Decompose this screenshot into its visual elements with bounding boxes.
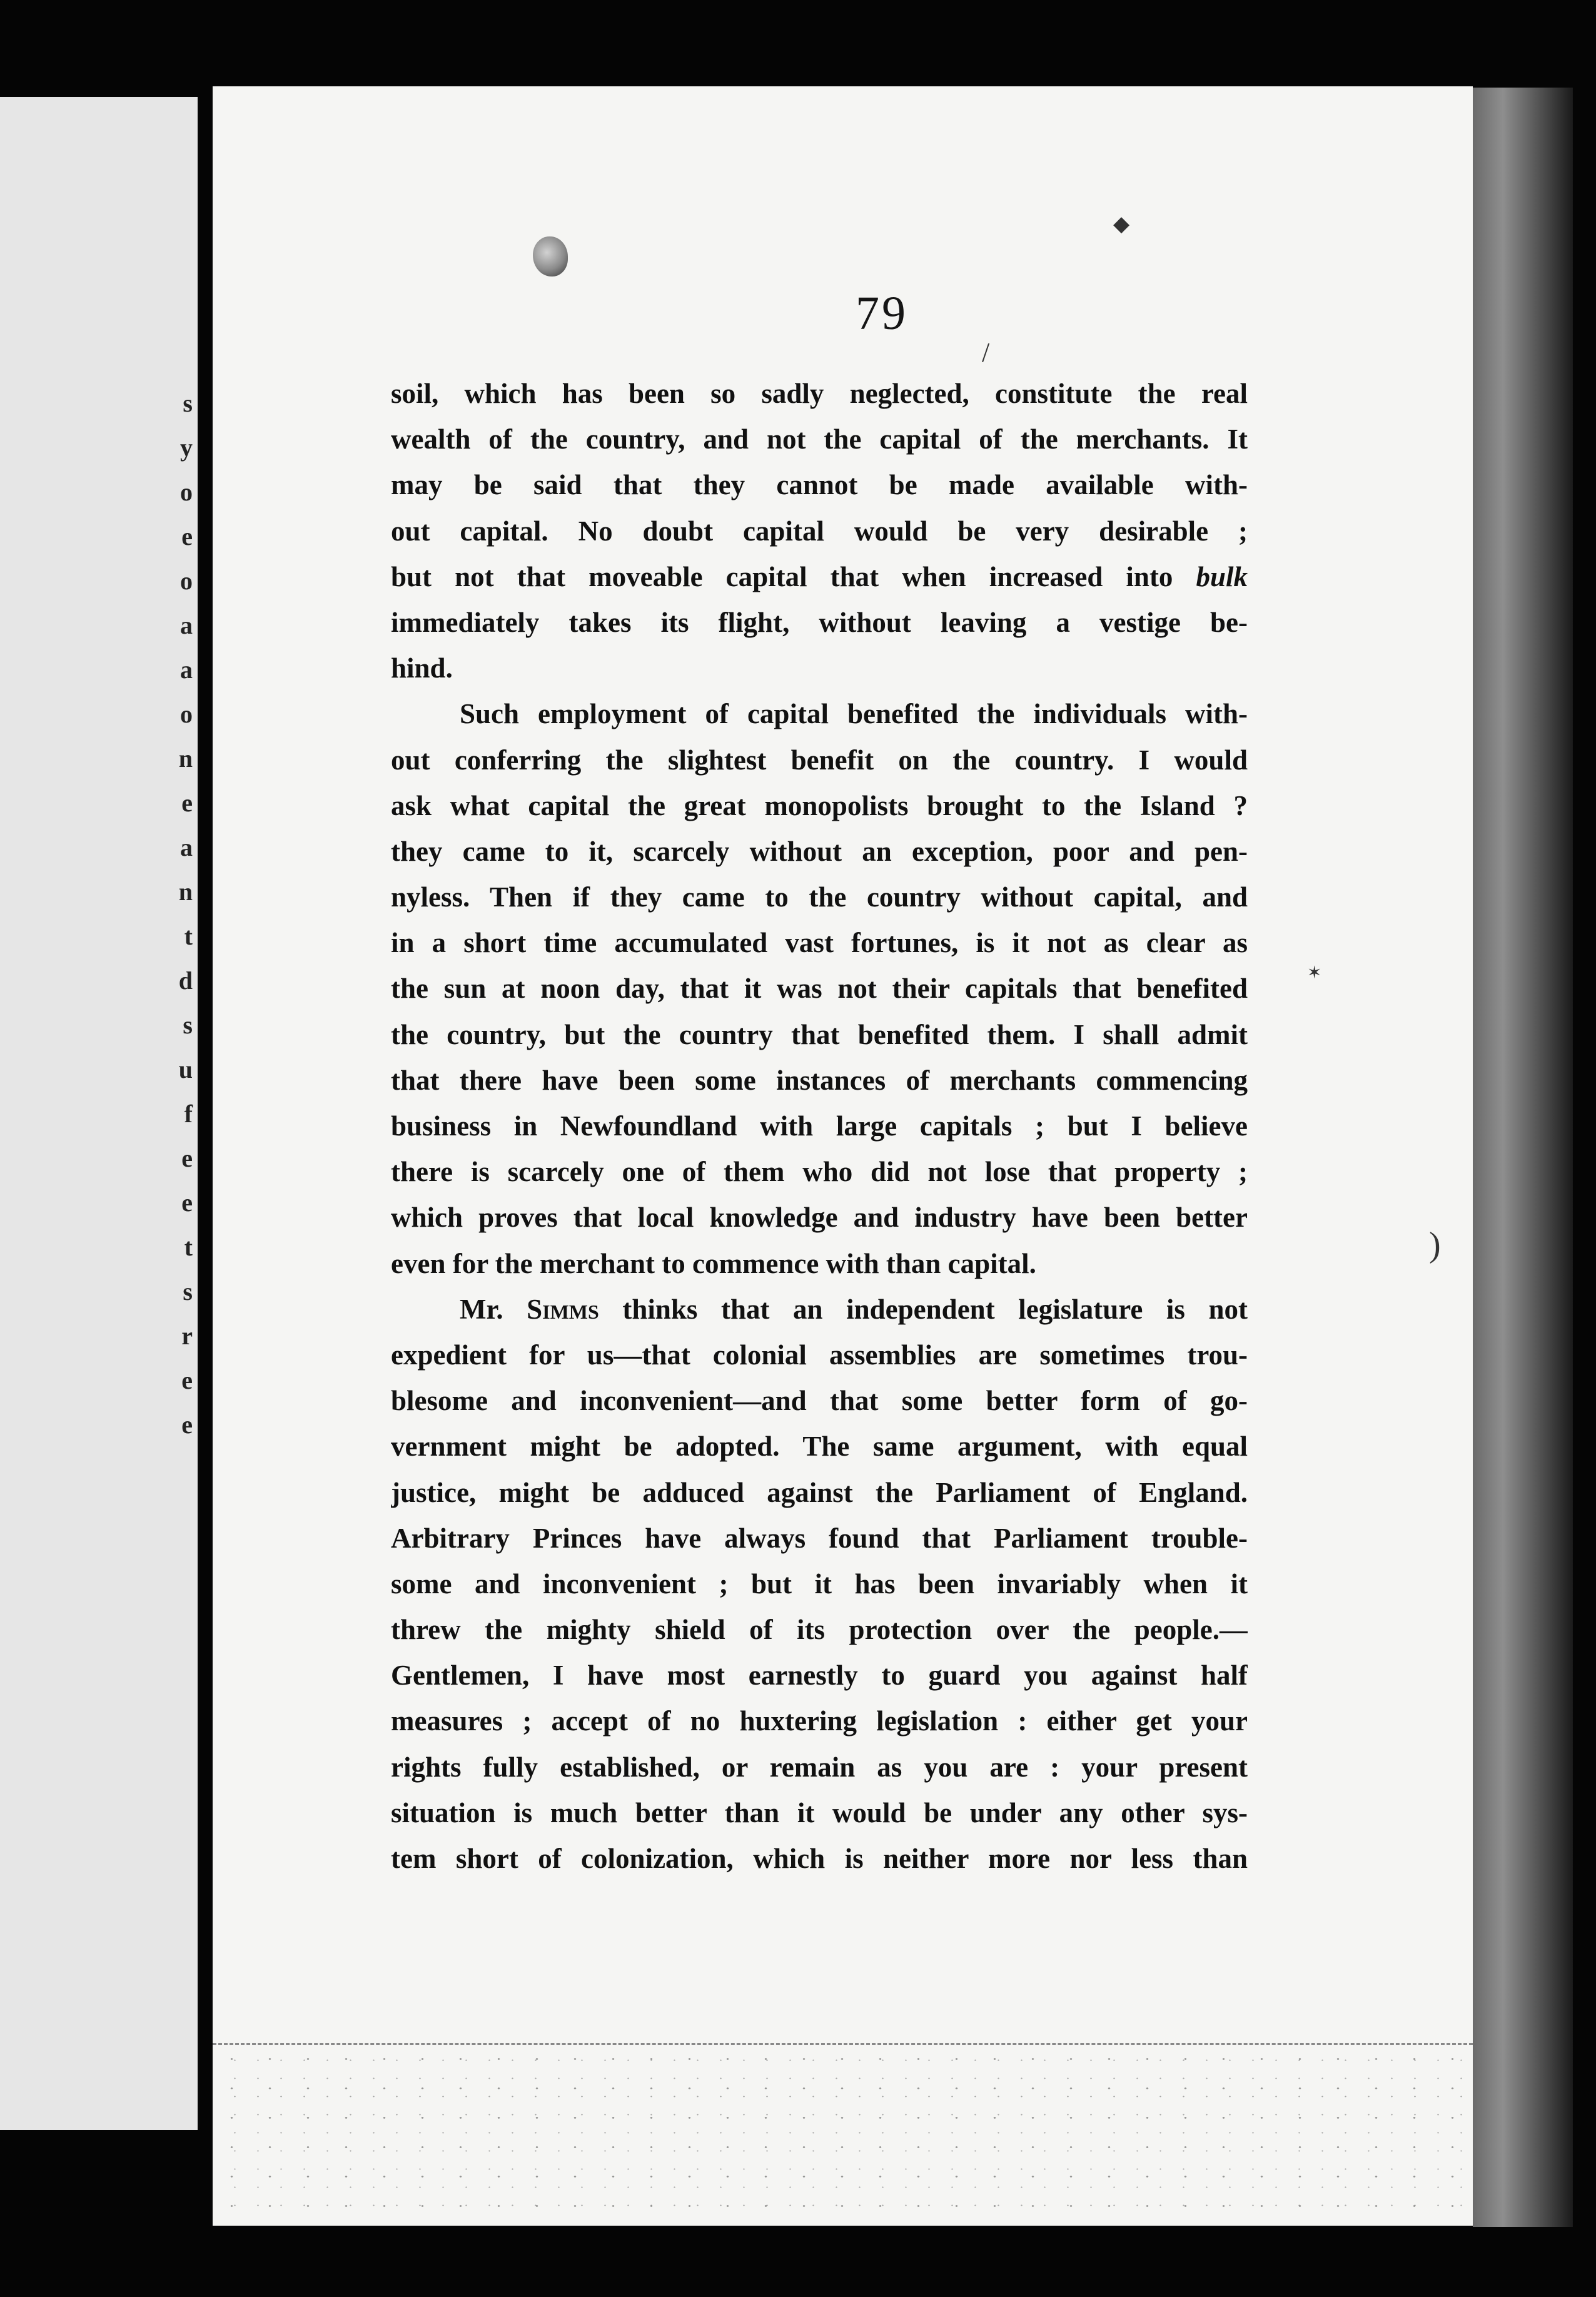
text-line: which proves that local knowledge and industry have been better <box>391 1202 1248 1234</box>
facing-page-letter: a <box>180 656 193 684</box>
scan-noise <box>213 2044 1473 2219</box>
text-line: rights fully established, or remain as you are : your present <box>391 1751 1248 1783</box>
facing-page-letter: n <box>178 744 193 773</box>
text-segment: thinks that an independent legislature is not <box>598 1293 1248 1325</box>
facing-page-letter: e <box>181 1144 193 1172</box>
text-line: tem short of colonization, which is neither more nor less than <box>391 1843 1248 1874</box>
facing-page-letter: u <box>178 1055 193 1083</box>
facing-page-letter: a <box>180 833 193 861</box>
facing-page-letter: d <box>178 966 193 995</box>
text-line: vernment might be adopted. The same argument, with equal <box>391 1431 1248 1463</box>
text-line: measures ; accept of no huxtering legislation : either get your <box>391 1705 1248 1737</box>
text-segment: but not that moveable capital that when increased into <box>391 560 1196 592</box>
text-line <box>391 554 1248 600</box>
text-line: Such employment of capital benefited the individuals with- <box>460 698 1248 730</box>
facing-page-edge <box>0 97 198 2130</box>
text-line: even for the merchant to commence with than capital. <box>391 1247 1036 1279</box>
text-line: business in Newfoundland with large capitals ; but I believe <box>391 1110 1248 1142</box>
text-line: some and inconvenient ; but it has been invariably when it <box>391 1568 1248 1600</box>
text-line: there is scarcely one of them who did not lose that property ; <box>391 1156 1248 1188</box>
facing-page-letter: e <box>181 522 193 550</box>
text-line: may be said that they cannot be made available with- <box>391 469 1248 501</box>
text-line: hind. <box>391 652 453 684</box>
facing-page-letter: f <box>184 1100 193 1128</box>
text-line: in a short time accumulated vast fortunes, is it not as clear as <box>391 927 1248 959</box>
stray-mark: ✶ <box>1307 963 1322 983</box>
text-line: threw the mighty shield of its protection over the people.— <box>391 1614 1248 1646</box>
text-line: the sun at noon day, that it was not their capitals that benefited <box>391 973 1248 1005</box>
facing-page-letter: o <box>180 567 193 595</box>
facing-page-letter: s <box>183 1011 193 1039</box>
facing-page-letter: o <box>180 478 193 506</box>
ink-blot <box>533 236 568 276</box>
facing-page-margin-letters <box>174 97 193 2130</box>
text-line: out conferring the slightest benefit on the country. I would <box>391 744 1248 776</box>
facing-page-letter: e <box>181 1189 193 1217</box>
stray-mark: / <box>982 337 990 368</box>
text-line: situation is much better than it would be under any other sys- <box>391 1797 1248 1828</box>
text-line <box>391 1287 1248 1332</box>
text-line: Gentlemen, I have most earnestly to guard you against half <box>391 1660 1248 1691</box>
text-line: blesome and inconvenient—and that some better form of go- <box>391 1385 1248 1417</box>
facing-page-letter: t <box>184 922 193 950</box>
small-caps-name: Simms <box>527 1293 599 1325</box>
text-line: expedient for us—that colonial assemblies are sometimes trou- <box>391 1339 1248 1371</box>
text-line: immediately takes its flight, without leaving a vestige be- <box>391 606 1248 638</box>
text-line: they came to it, scarcely without an exception, poor and pen- <box>391 835 1248 867</box>
book-gutter <box>198 88 213 2227</box>
stray-mark: ◆ <box>1113 213 1130 236</box>
facing-page-letter: o <box>180 700 193 728</box>
facing-page-letter: r <box>181 1322 193 1350</box>
text-line: the country, but the country that benefited them. I shall admit <box>391 1018 1248 1050</box>
facing-page-letter: s <box>183 389 193 417</box>
facing-page-letter: a <box>180 611 193 639</box>
text-line: nyless. Then if they came to the country without capital, and <box>391 881 1248 913</box>
page-edge-shadow <box>1473 88 1573 2227</box>
page-number: 79 <box>856 287 908 340</box>
italic-word: bulk <box>1196 560 1248 592</box>
book-page <box>213 86 1473 2226</box>
text-line: that there have been some instances of merchants commencing <box>391 1064 1248 1096</box>
text-line: out capital. No doubt capital would be very desirable ; <box>391 515 1248 547</box>
text-line: wealth of the country, and not the capital of the merchants. It <box>391 423 1248 455</box>
facing-page-letter: y <box>180 434 193 462</box>
facing-page-letter: n <box>178 878 193 906</box>
facing-page-letter: e <box>181 789 193 817</box>
text-line: soil, which has been so sadly neglected, constitute the real <box>391 378 1248 409</box>
facing-page-letter: t <box>184 1233 193 1261</box>
facing-page-letter: e <box>181 1411 193 1439</box>
text-segment: Mr. <box>460 1293 527 1325</box>
text-line: ask what capital the great monopolists brought to the Island ? <box>391 789 1248 821</box>
body-text <box>391 371 1248 1882</box>
stray-mark: ) <box>1429 1225 1441 1264</box>
text-line: Arbitrary Princes have always found that Parliament trouble- <box>391 1522 1248 1554</box>
text-line: justice, might be adduced against the Parliament of England. <box>391 1476 1248 1508</box>
facing-page-letter: s <box>183 1277 193 1306</box>
facing-page-letter: e <box>181 1366 193 1394</box>
